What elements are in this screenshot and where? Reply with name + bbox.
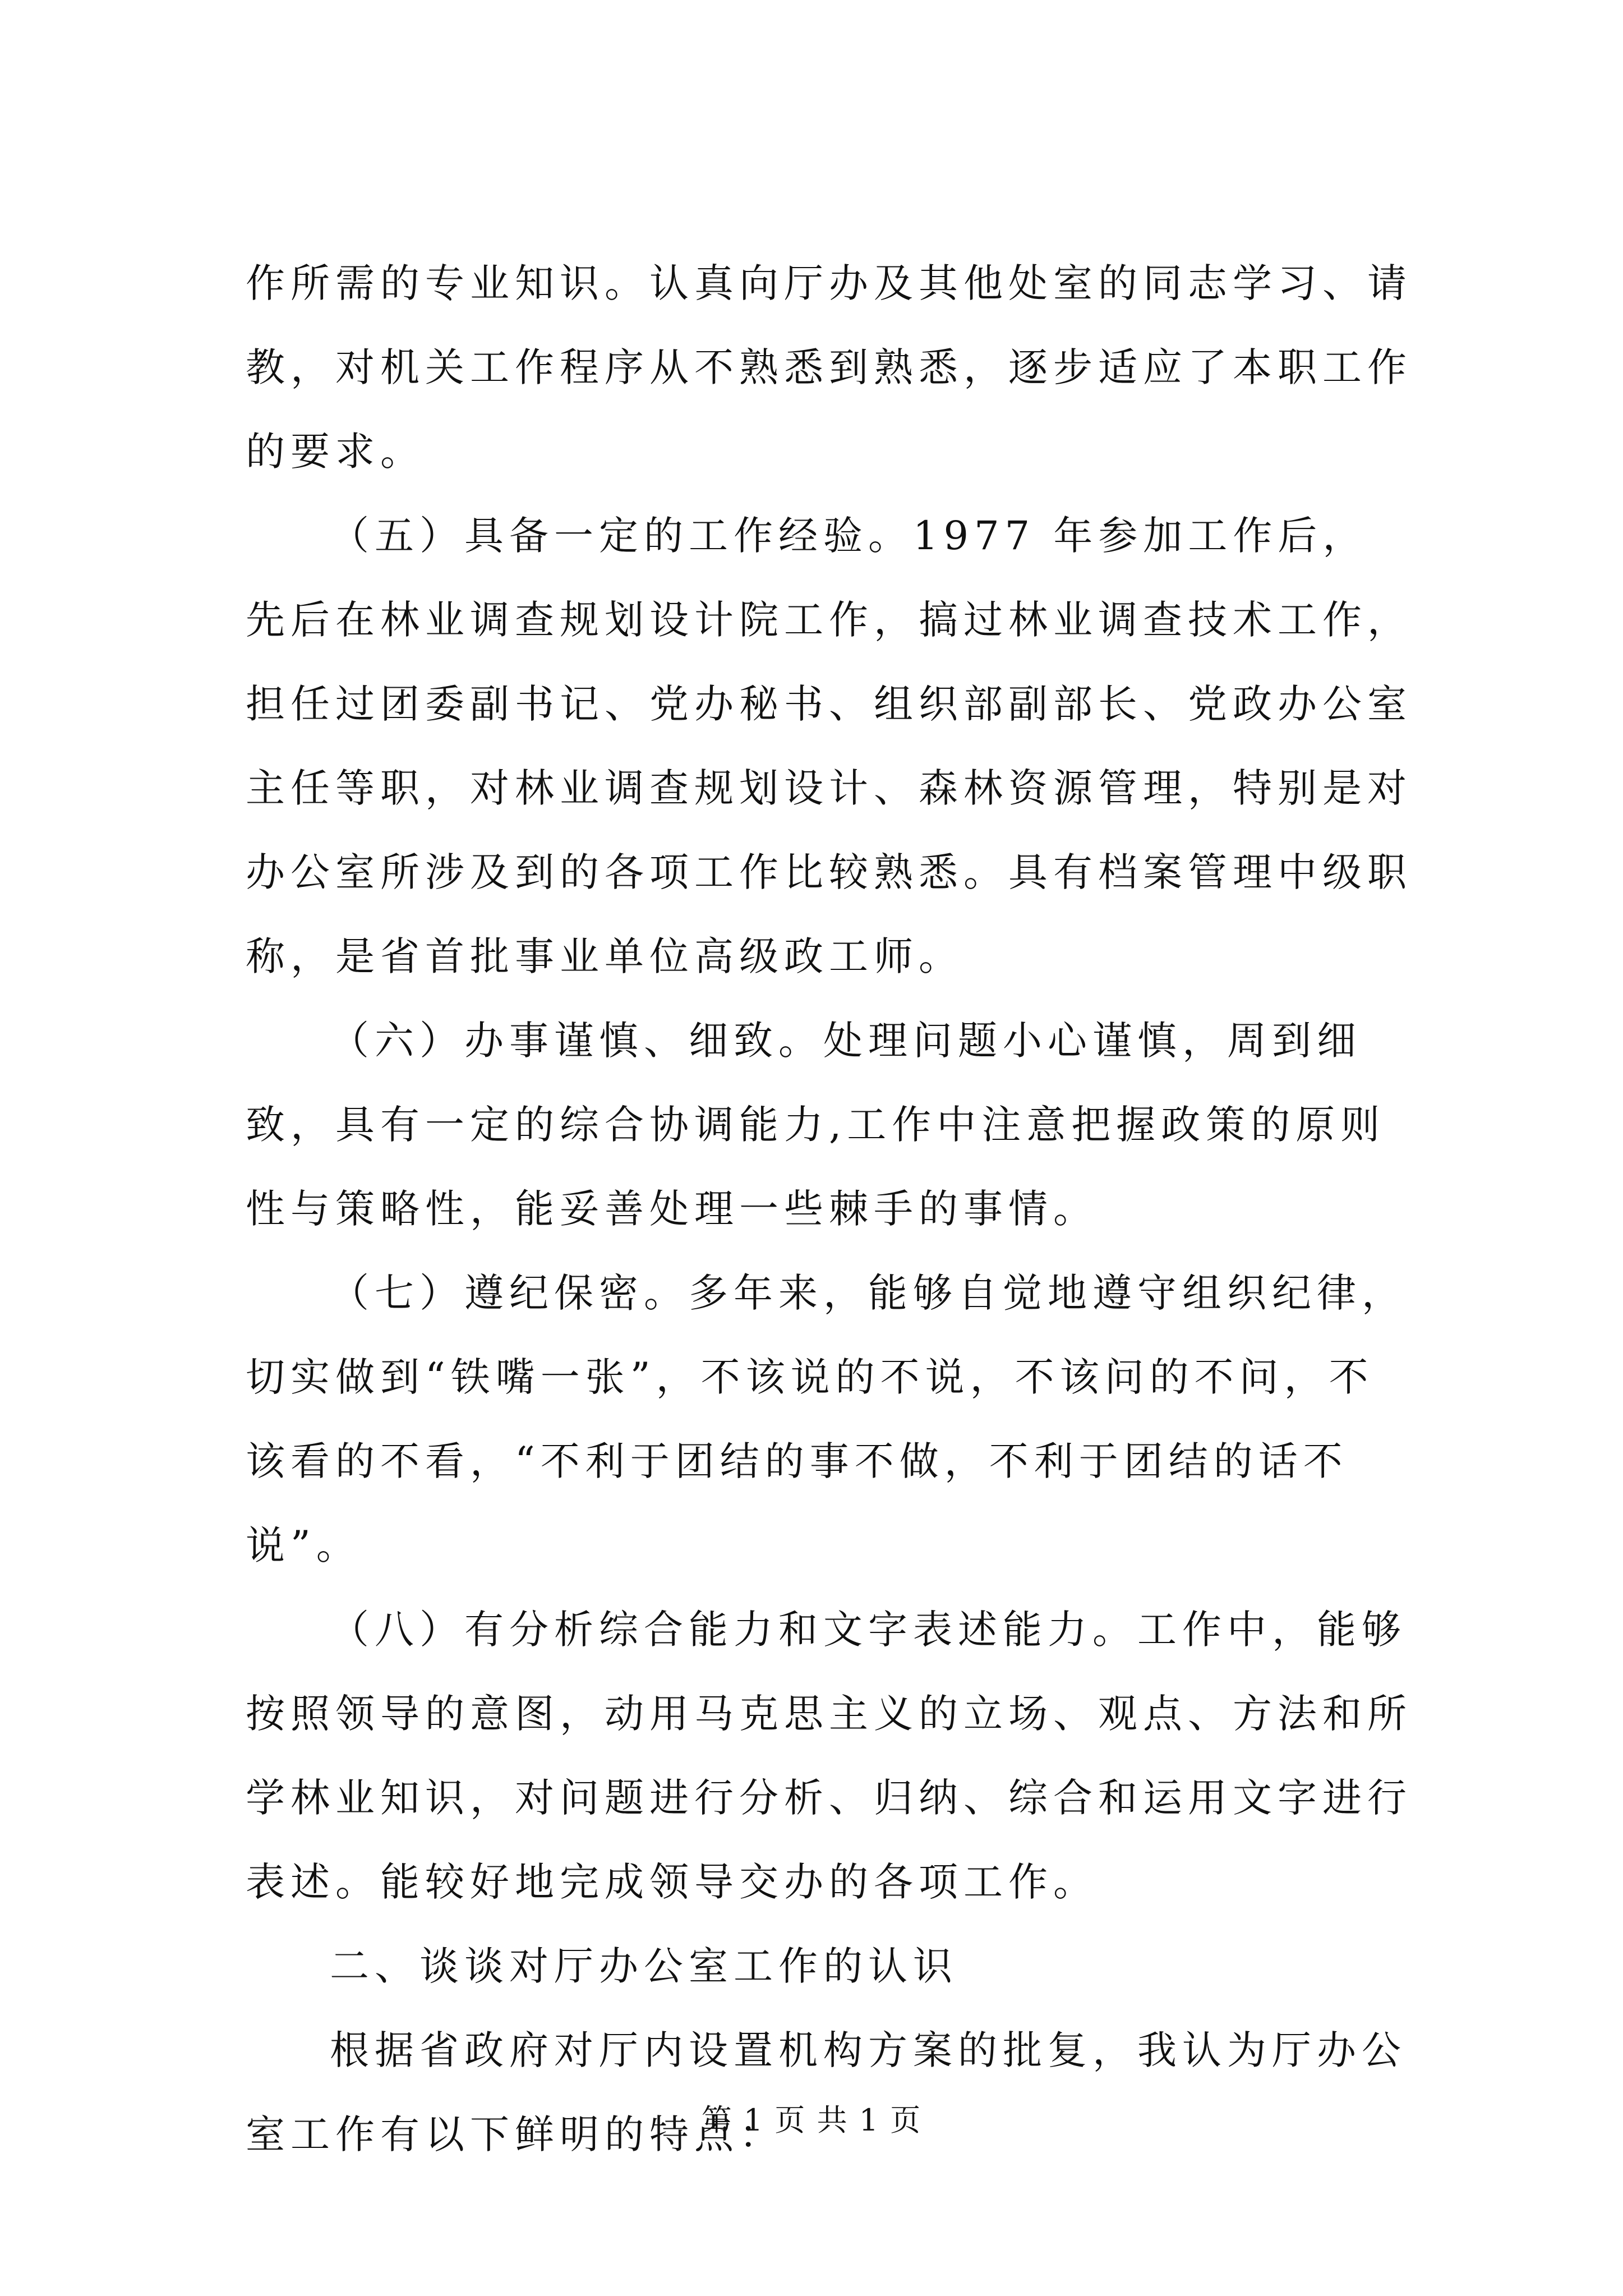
section-heading-office-work: 二、谈谈对厅办公室工作的认识 <box>330 1943 958 1989</box>
paragraph-continued: 作所需的专业知识。认真向厅办及其他处室的同志学习、请教，对机关工作程序从不熟悉到熟悉，逐步适应了本职工作的要求。 <box>246 260 1412 475</box>
document-body <box>246 241 1412 2177</box>
paragraph-confidentiality: （七）遵纪保密。多年来，能够自觉地遵守组织纪律，切实做到“铁嘴一张”，不该说的不说，不该问的不问，不该看的不看，“不利于团结的事不做，不利于团结的话不说”。 <box>246 1270 1407 1568</box>
paragraph-careful-detailed: （六）办事谨慎、细致。处理问题小心谨慎，周到细致，具有一定的综合协调能力,工作中注意把握政策的原则性与策略性，能妥善处理一些棘手的事情。 <box>246 1018 1386 1232</box>
paragraph-office-characteristics: 根据省政府对厅内设置机构方案的批复，我认为厅办公室工作有以下鲜明的特点： <box>246 2027 1407 2157</box>
paragraph-work-experience: （五）具备一定的工作经验。1977 年参加工作后，先后在林业调查规划设计院工作，搞过林业调查技术工作，担任过团委副书记、党办秘书、组织部副部长、党政办公室主任等职，对林业调查规划设计、森林资源管理，特别是对办公室所涉及到的各项工作比较熟悉。具有档案管理中级职称，是省首批事业单位高级政工师。 <box>246 513 1412 979</box>
page-footer: 第 1 页 共 1 页 <box>701 2102 922 2138</box>
paragraph-analysis-writing: （八）有分析综合能力和文字表述能力。工作中，能够按照领导的意图，动用马克思主义的立场、观点、方法和所学林业知识，对问题进行分析、归纳、综合和运用文字进行表述。能较好地完成领导交办的各项工作。 <box>246 1607 1412 1905</box>
